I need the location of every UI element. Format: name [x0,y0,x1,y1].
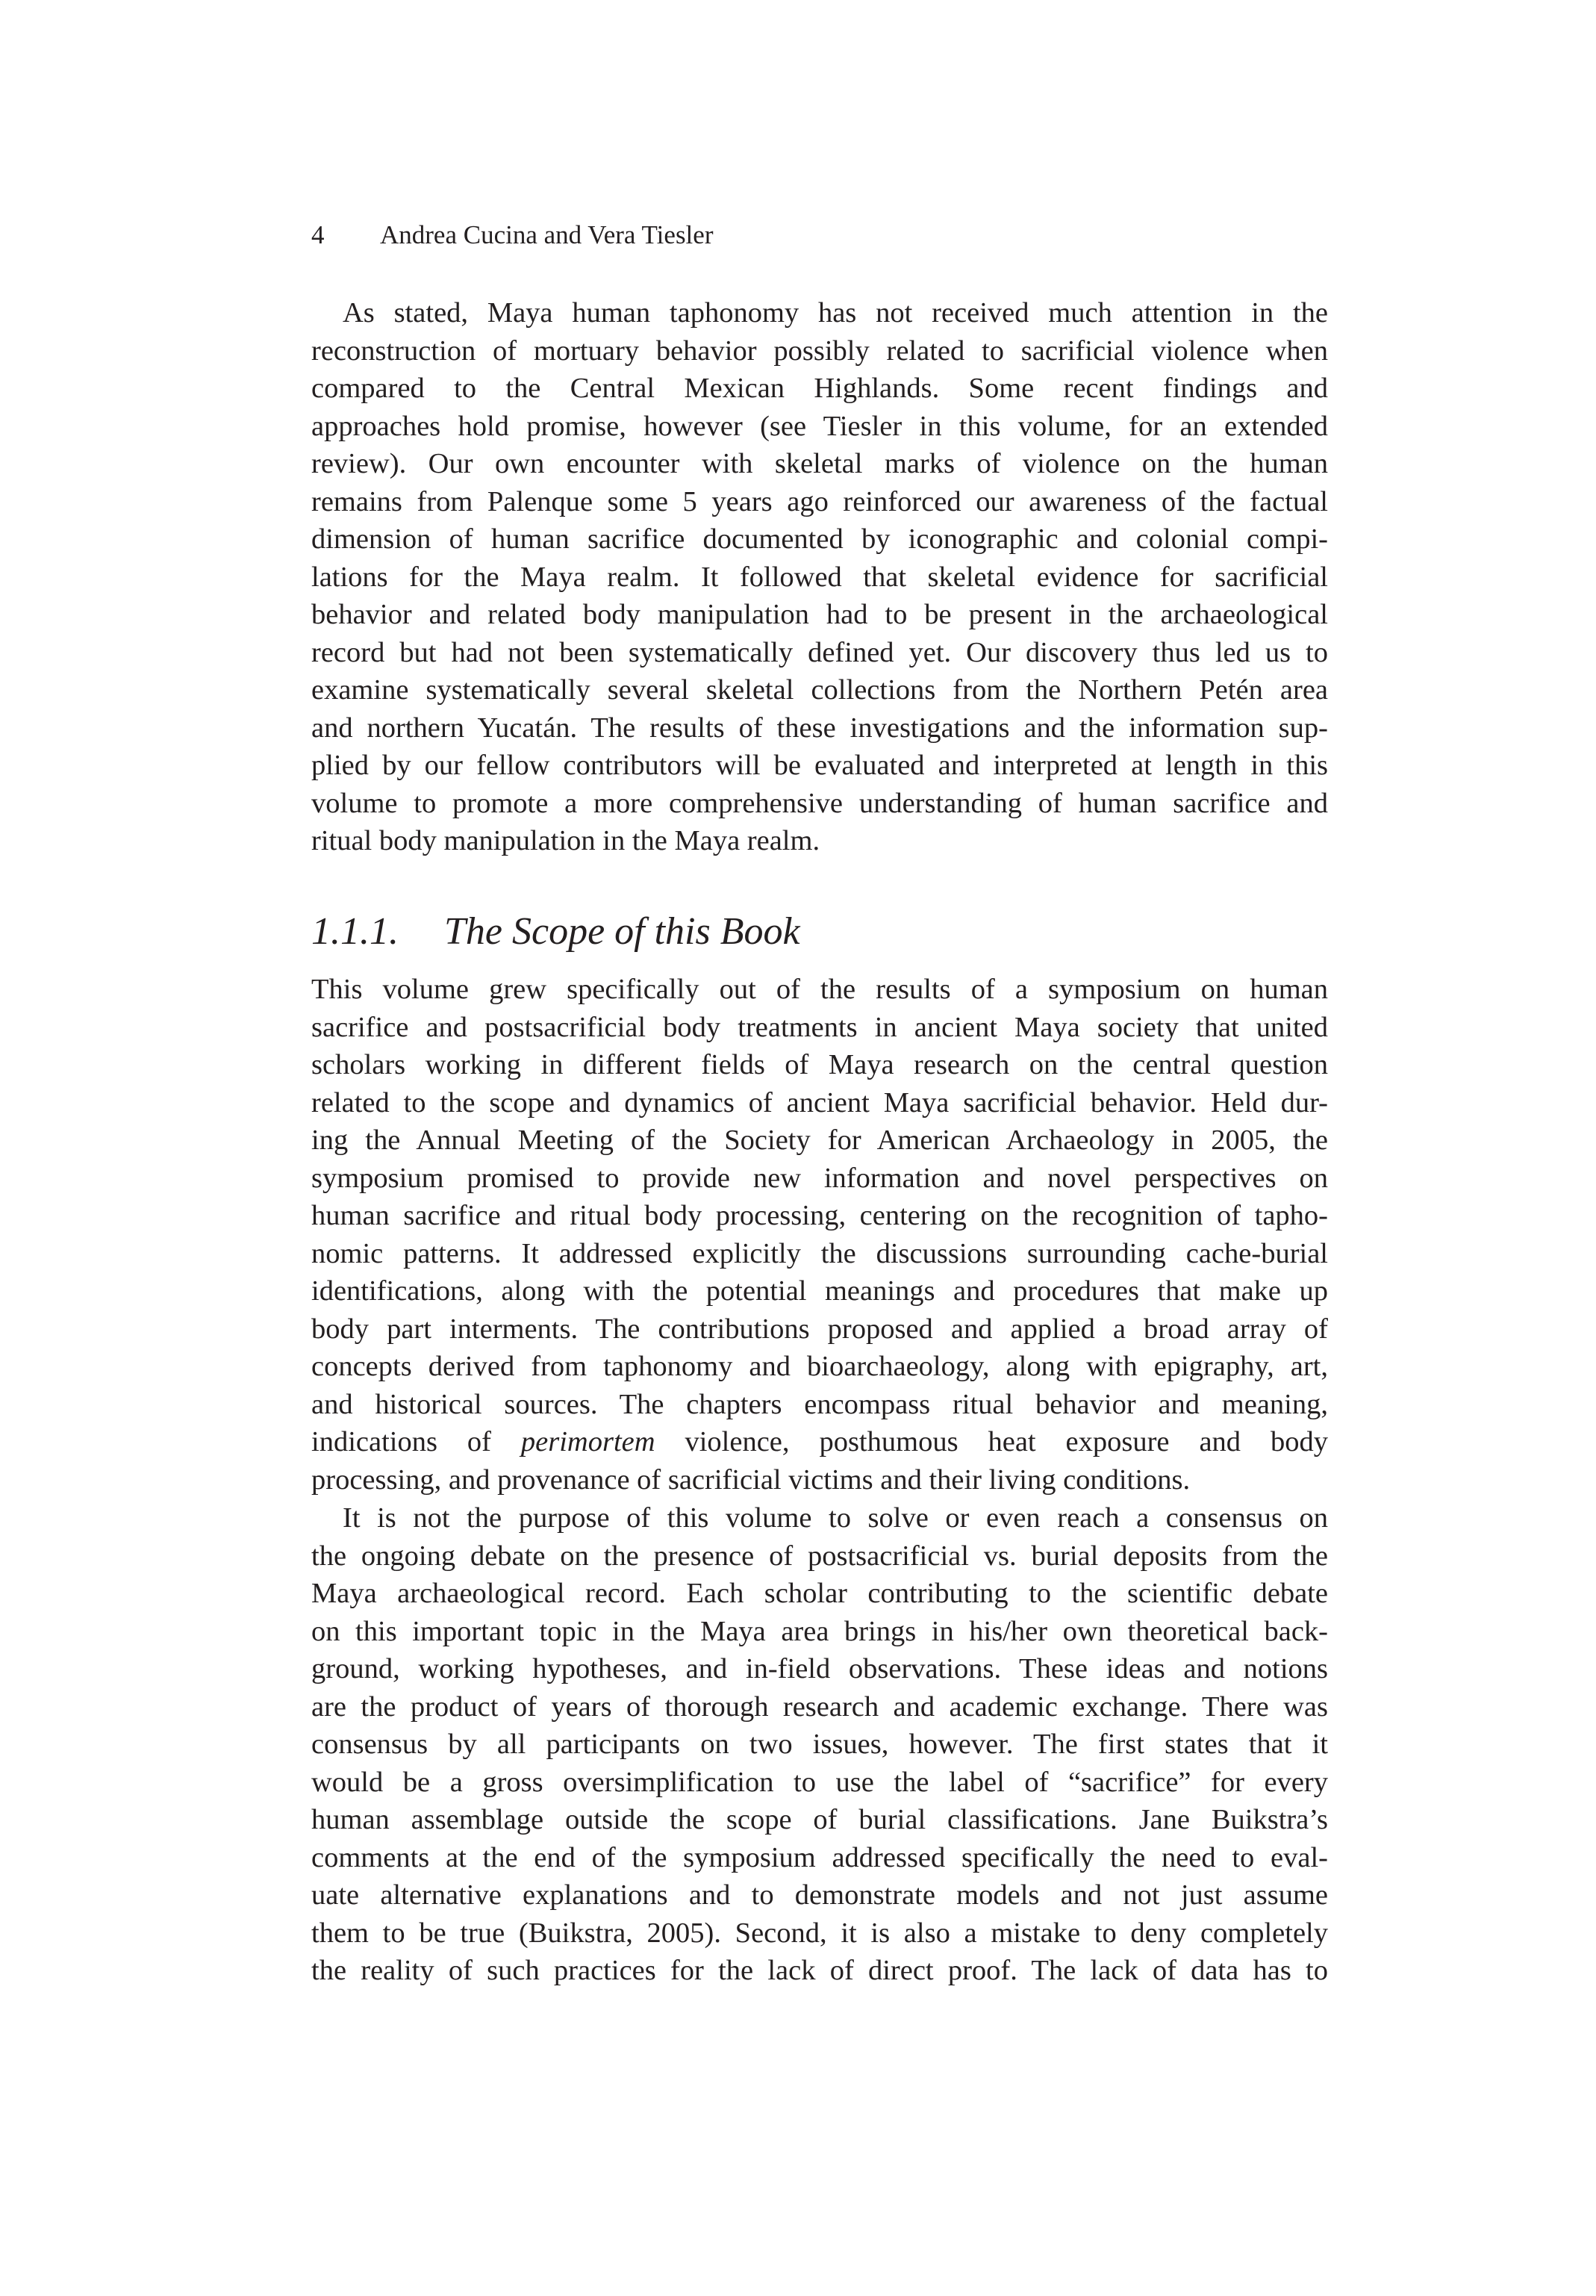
text-line: Maya archaeological record. Each scholar contributing to the scientific debate [311,1578,1328,1609]
text-line: uate alternative explanations and to demonstrate models and not just assume [311,1879,1328,1911]
paragraph-3 [311,1499,1328,1990]
section-heading [311,909,800,954]
text-fragment: indications of [311,1426,521,1457]
text-line: are the product of years of thorough research and academic exchange. There was [311,1690,1328,1723]
text-line: the reality of such practices for the lack of direct proof. The lack of data has to [311,1955,1328,1986]
text-line: human sacrifice and ritual body processing, centering on the recognition of tapho- [311,1200,1328,1231]
text-line: record but had not been systematically defined yet. Our discovery thus led us to [311,636,1328,668]
page-number: 4 [311,220,325,249]
text-fragment: violence, posthumous heat exposure and body [655,1426,1328,1457]
section-title: The Scope of this Book [444,910,800,953]
text-line: approaches hold promise, however (see Tiesler in this volume, for an extended [311,410,1328,442]
text-line: sacrifice and postsacrificial body treatments in ancient Maya society that united [311,1011,1328,1043]
text-line: lations for the Maya realm. It followed that skeletal evidence for sacrificial [311,561,1328,593]
text-line: identifications, along with the potential meanings and procedures that make up [311,1275,1328,1307]
text-line: remains from Palenque some 5 years ago reinforced our awareness of the factual [311,485,1328,517]
text-line: and historical sources. The chapters encompass ritual behavior and meaning, [311,1388,1328,1420]
text-line: It is not the purpose of this volume to solve or even reach a consensus on [343,1502,1328,1534]
text-line: examine systematically several skeletal collections from the Northern Petén area [311,674,1328,706]
text-line: human assemblage outside the scope of burial classifications. Jane Buikstra’s [311,1804,1328,1835]
paragraph-1 [311,294,1328,860]
text-line [311,1423,1328,1461]
text-line: ritual body manipulation in the Maya realm. [311,825,820,856]
text-line: As stated, Maya human taphonomy has not received much attention in the [343,297,1328,329]
text-line: related to the scope and dynamics of ancient Maya sacrificial behavior. Held dur- [311,1086,1328,1119]
text-line: and northern Yucatán. The results of these investigations and the information sup- [311,712,1328,744]
text-line: nomic patterns. It addressed explicitly the discussions surrounding cache-burial [311,1237,1328,1269]
text-line: This volume grew specifically out of the results of a symposium on human [311,974,1328,1005]
running-head [311,217,713,254]
text-line: ing the Annual Meeting of the Society for American Archaeology in 2005, the [311,1124,1328,1156]
text-line: review). Our own encounter with skeletal marks of violence on the human [311,448,1328,479]
text-line: body part interments. The contributions proposed and applied a broad array of [311,1313,1328,1345]
text-line: would be a gross oversimplification to use the label of “sacrifice” for every [311,1766,1328,1798]
text-line: volume to promote a more comprehensive understanding of human sacrifice and [311,787,1328,819]
text-line: scholars working in different fields of Maya research on the central question [311,1049,1328,1080]
text-line: concepts derived from taphonomy and bioarchaeology, along with epigraphy, art, [311,1351,1328,1382]
text-line: plied by our fellow contributors will be evaluated and interpreted at length in this [311,750,1328,781]
text-line: consensus by all participants on two issues, however. The first states that it [311,1729,1328,1760]
text-line: compared to the Central Mexican Highlands. Some recent findings and [311,373,1328,404]
text-line: dimension of human sacrifice documented by iconographic and colonial compi- [311,523,1328,555]
text-line: on this important topic in the Maya area brings in his/her own theoretical back- [311,1615,1328,1647]
text-line: reconstruction of mortuary behavior possibly related to sacrificial violence when [311,335,1328,367]
text-line: ground, working hypotheses, and in-field observations. These ideas and notions [311,1653,1328,1684]
italic-term: perimortem [520,1426,655,1457]
text-line: symposium promised to provide new information and novel perspectives on [311,1162,1328,1194]
text-line: processing, and provenance of sacrificial victims and their living conditions. [311,1463,1191,1496]
text-line: comments at the end of the symposium addressed specifically the need to eval- [311,1841,1328,1873]
text-line: behavior and related body manipulation had to be present in the archaeological [311,599,1328,630]
text-line: the ongoing debate on the presence of postsacrificial vs. burial deposits from the [311,1540,1328,1572]
section-number: 1.1.1. [311,910,399,953]
paragraph-2 [311,971,1328,1499]
running-head-authors: Andrea Cucina and Vera Tiesler [380,220,714,249]
text-line: them to be true (Buikstra, 2005). Second, it is also a mistake to deny completely [311,1917,1328,1949]
